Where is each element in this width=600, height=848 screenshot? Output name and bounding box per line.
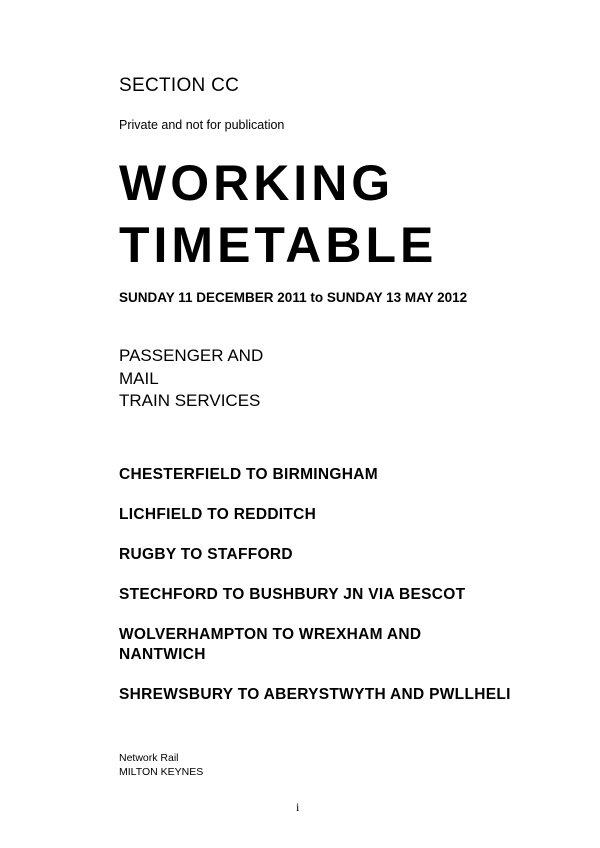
route-item: RUGBY TO STAFFORD — [119, 546, 293, 563]
publisher-city: MILTON KEYNES — [119, 765, 204, 778]
page-number: i — [296, 800, 300, 814]
services-description — [119, 345, 263, 413]
privacy-notice: Private and not for publication — [119, 118, 285, 132]
publisher-name: Network Rail — [119, 752, 179, 764]
validity-dates: SUNDAY 11 DECEMBER 2011 to SUNDAY 13 MAY 2012 — [119, 290, 468, 305]
section-label: SECTION CC — [119, 75, 240, 96]
route-item: WOLVERHAMPTON TO WREXHAM AND NANTWICH — [119, 626, 422, 663]
route-item: LICHFIELD TO REDDITCH — [119, 506, 317, 523]
title-line-2: TIMETABLE — [119, 217, 438, 273]
route-list — [119, 465, 559, 725]
services-line: PASSENGER AND — [119, 346, 264, 365]
title-line-1: WORKING — [119, 155, 395, 211]
route-item: SHREWSBURY TO ABERYSTWYTH AND PWLLHELI — [119, 686, 511, 703]
services-line: MAIL — [119, 368, 159, 388]
route-item: CHESTERFIELD TO BIRMINGHAM — [119, 466, 378, 483]
services-line: TRAIN SERVICES — [119, 391, 261, 410]
footer-publisher — [119, 752, 203, 779]
route-item: STECHFORD TO BUSHBURY JN VIA BESCOT — [119, 586, 466, 603]
